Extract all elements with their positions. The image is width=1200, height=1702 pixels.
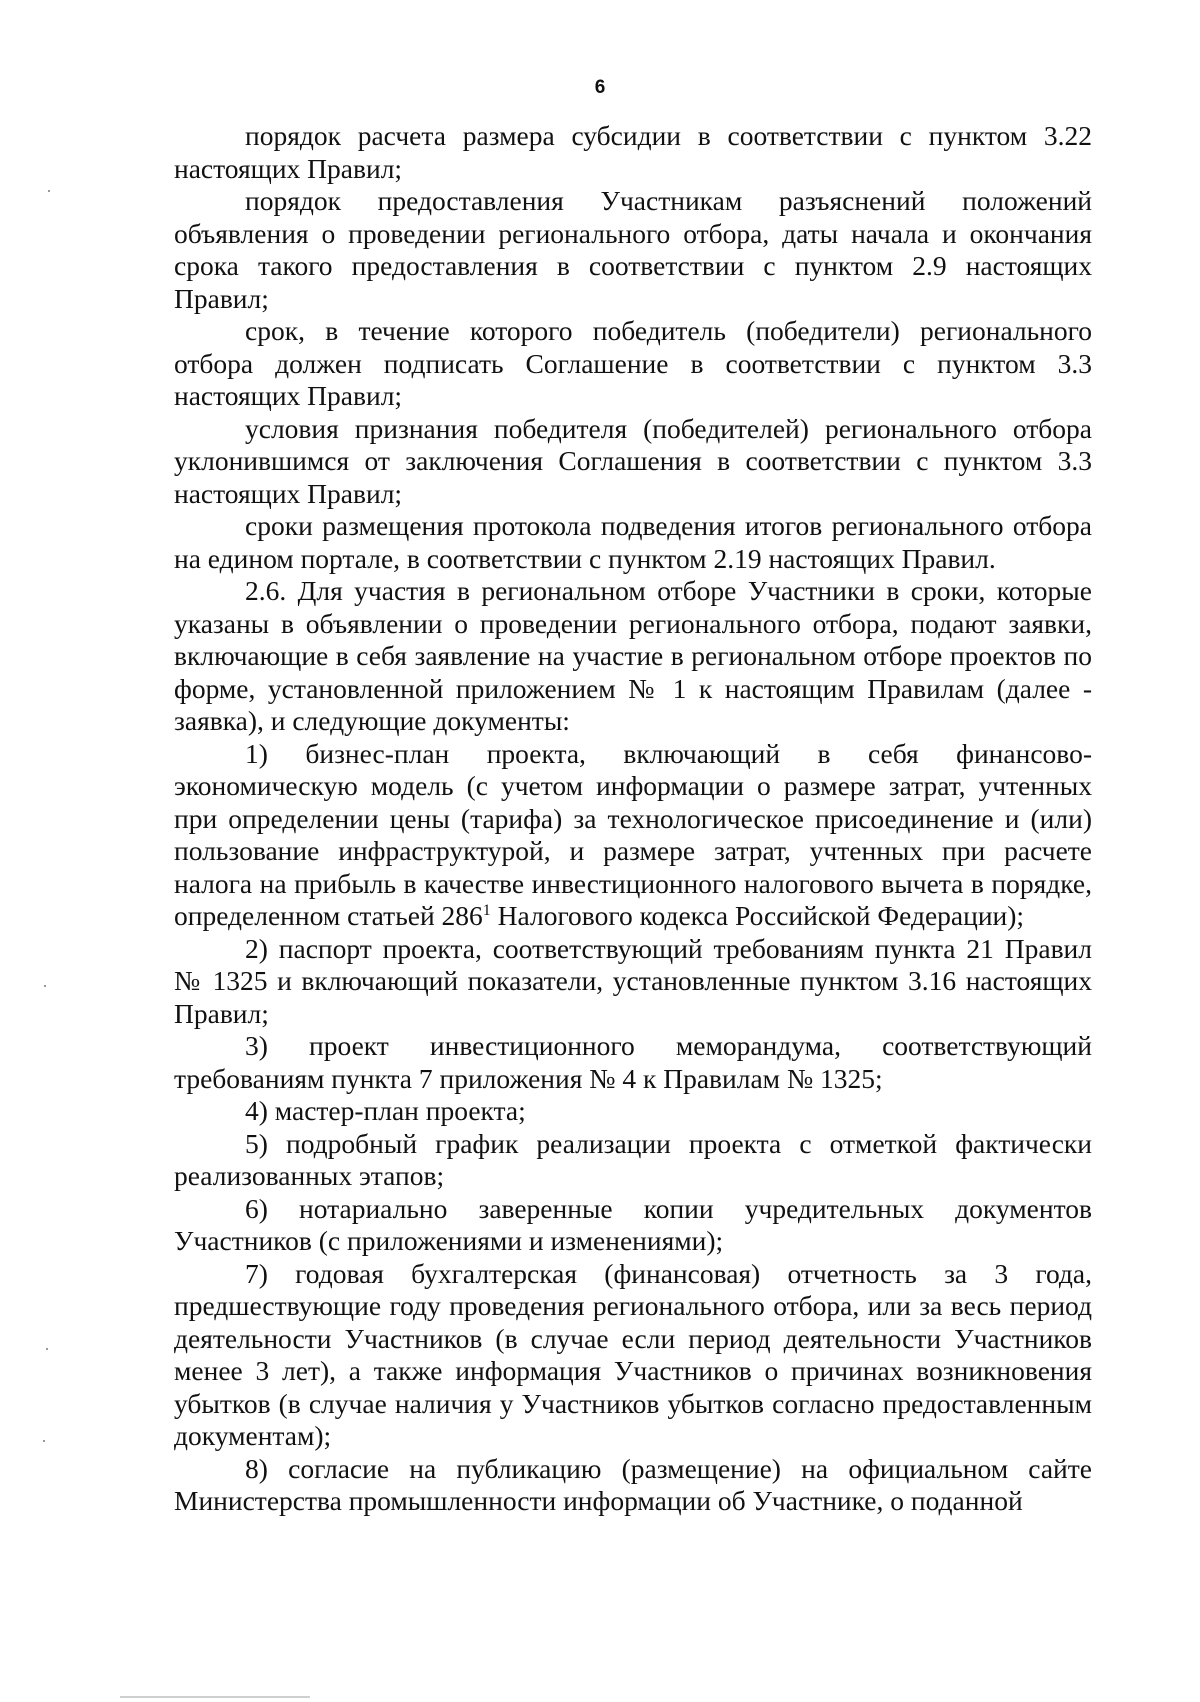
page-number: 6 — [594, 77, 606, 98]
paragraph-section-2-6: 2.6. Для участия в региональном отборе Участники в сроки, которые указаны в объявлении о проведении регионального отбора, подают заявки, включающие в себя заявление на участие в региональном отборе проектов по форме, установленной приложением № 1 к настоящим Правилам (далее - заявка), и следующие документы: — [174, 575, 1092, 736]
list-item-implementation-schedule: 5) подробный график реализации проекта с отметкой фактически реализованных этапов; — [174, 1127, 1092, 1191]
scan-speck — [44, 985, 46, 987]
scan-speck — [43, 1440, 45, 1442]
list-item-master-plan: 4) мастер-план проекта; — [245, 1095, 526, 1126]
list-item-financial-statements: 7) годовая бухгалтерская (финансовая) отчетность за 3 года, предшествующие году проведения регионального отбора, или за весь период деятельности Участников (в случае если период деятельности Участников менее 3 лет), а также информация Участников о причинах возникновения убытков (в случае наличия у Участников убытков согласно предоставленным документам); — [174, 1257, 1092, 1451]
scan-edge-mark — [120, 1696, 310, 1698]
list-item-project-passport: 2) паспорт проекта, соответствующий требованиям пункта 21 Правил № 1325 и включающий показатели, установленные пунктом 3.16 настоящих Правил; — [174, 932, 1092, 1029]
paragraph-clarifications: порядок предоставления Участникам разъяснений положений объявления о проведении регионального отбора, даты начала и окончания срока такого предоставления в соответствии с пунктом 2.9 настоящих Правил; — [174, 185, 1092, 314]
document-body — [174, 120, 1092, 1518]
article-superscript: 1 — [482, 901, 491, 919]
list-item-constituent-documents: 6) нотариально заверенные копии учредительных документов Участников (с приложениями и изменениями); — [174, 1192, 1092, 1256]
list-item-publication-consent: 8) согласие на публикацию (размещение) на официальном сайте Министерства промышленности информации об Участнике, о поданной — [174, 1452, 1092, 1516]
scan-speck — [48, 190, 50, 192]
list-item-business-plan — [174, 738, 1092, 933]
list-item-investment-memorandum: 3) проект инвестиционного меморандума, соответствующий требованиям пункта 7 приложения № 4 к Правилам № 1325; — [174, 1030, 1092, 1094]
paragraph-subsidy-calculation: порядок расчета размера субсидии в соответствии с пунктом 3.22 настоящих Правил; — [174, 120, 1092, 184]
list-item-text: 1) бизнес-план проекта, включающий в себя финансово-экономическую модель (с учетом информации о размере затрат, учтенных при определении цены (тарифа) за технологическое присоединение и (или) пользование инфраструктурой, и размере затрат, учтенных при расчете налога на прибыль в качестве инвестиционного налогового вычета в порядке, определенном статьей 286 — [174, 737, 1092, 931]
list-item-text-continued: Налогового кодекса Российской Федерации); — [490, 900, 1025, 931]
paragraph-protocol-deadlines: сроки размещения протокола подведения итогов регионального отбора на едином портале, в соответствии с пунктом 2.19 настоящих Правил. — [174, 510, 1092, 574]
paragraph-evasion-conditions: условия признания победителя (победителей) регионального отбора уклонившимся от заключения Соглашения в соответствии с пунктом 3.3 настоящих Правил; — [174, 412, 1092, 509]
paragraph-signing-deadline: срок, в течение которого победитель (победители) регионального отбора должен подписать Соглашение в соответствии с пунктом 3.3 настоящих Правил; — [174, 315, 1092, 411]
scan-speck — [46, 1348, 48, 1350]
